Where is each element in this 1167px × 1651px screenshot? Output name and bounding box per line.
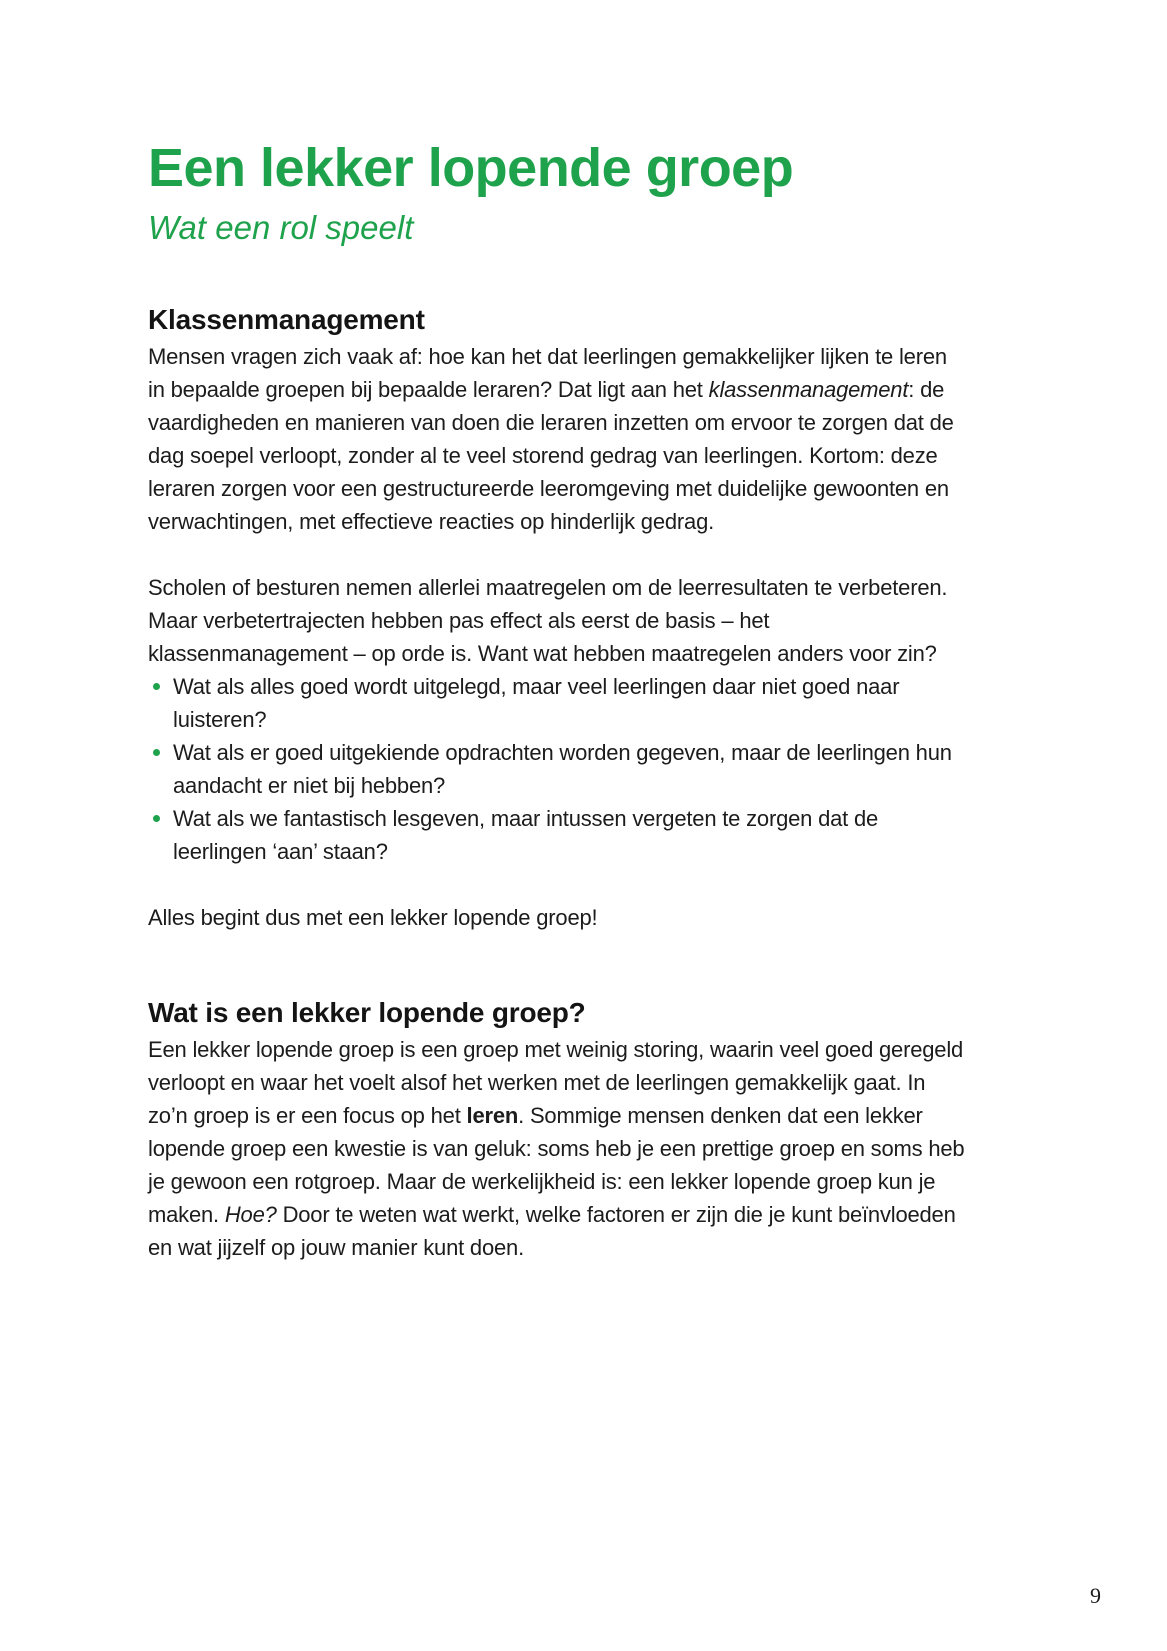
chapter-title: Een lekker lopende groep (148, 138, 794, 198)
paragraph-text: . Sommige mensen denken dat een lekker lopende groep een kwestie is van geluk: soms heb je een prettige groep en soms heb je gewoon een rotgroep. Maar de werkelijkheid is: een lekker lopende groep kun je maken. (148, 1103, 965, 1228)
paragraph-text: Mensen vragen zich vaak af: hoe kan het dat leerlingen gemakkelijker lijken te leren in bepaalde groepen bij bepaalde leraren? Dat ligt aan het (148, 343, 947, 402)
text-column (148, 0, 966, 1264)
bold-term-leren: leren (466, 1103, 519, 1129)
section-heading-wat-is: Wat is een lekker lopende groep? (148, 996, 586, 1028)
bullet-dot-icon (153, 815, 160, 822)
paragraph-text: : de vaardigheden en manieren van doen die leraren inzetten om ervoor te zorgen dat de dag soepel verloopt, zonder al te veel storend gedrag van leerlingen. Kortom: deze leraren zorgen voor een gestructureerde leeromgeving met duidelijke gewoonten en verwachtingen, met effectieve reacties op hinderlijk gedrag. (148, 376, 954, 534)
bullet-dot-icon (153, 749, 160, 756)
paragraph-wat-is (148, 1033, 966, 1264)
chapter-subtitle: Wat een rol speelt (148, 209, 414, 247)
paragraph-text: Een lekker lopende groep is een groep met weinig storing, waarin veel goed geregeld verloopt en waar het voelt alsof het werken met de leerlingen gemakkelijk gaat. In zo’n groep is er een focus op het (148, 1037, 964, 1129)
paragraph-text: Door te weten wat werkt, welke factoren er zijn die je kunt beïnvloeden en wat jijzelf op jouw manier kunt doen. (148, 1202, 956, 1261)
section-klassenmanagement (148, 303, 966, 934)
list-item (148, 736, 966, 802)
paragraph-klassenmanagement-1 (148, 340, 966, 538)
list-item (148, 802, 966, 868)
bullet-text: Wat als er goed uitgekiende opdrachten worden gegeven, maar de leerlingen hun aandacht er niet bij hebben? (173, 739, 952, 798)
italic-term-klassenmanagement: klassenmanagement (708, 376, 909, 402)
paragraph-klassenmanagement-2: Scholen of besturen nemen allerlei maatregelen om de leerresultaten te verbeteren. Maar verbetertrajecten hebben pas effect als eerst de basis – het klassenmanagement – op orde is. Want wat hebben maatregelen anders voor zin? (148, 574, 948, 666)
italic-term-hoe: Hoe? (224, 1202, 277, 1228)
list-item (148, 670, 966, 736)
page-number: 9 (1090, 1583, 1101, 1608)
bullet-list (148, 670, 966, 868)
section-heading-klassenmanagement: Klassenmanagement (148, 304, 425, 336)
bullet-text: Wat als alles goed wordt uitgelegd, maar veel leerlingen daar niet goed naar luisteren? (173, 673, 900, 732)
bullet-text: Wat als we fantastisch lesgeven, maar intussen vergeten te zorgen dat de leerlingen ‘aan’ staan? (173, 805, 879, 864)
bullet-dot-icon (153, 683, 160, 690)
closing-line: Alles begint dus met een lekker lopende groep! (148, 904, 598, 930)
section-wat-is-een-lekker-lopende-groep (148, 996, 966, 1265)
